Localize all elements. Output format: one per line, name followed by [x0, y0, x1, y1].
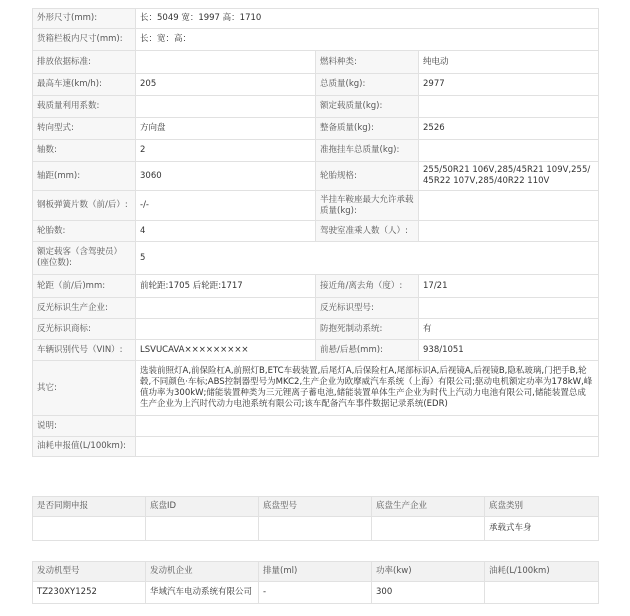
- reflector-model-value: [419, 298, 599, 319]
- engine-header-row: [33, 562, 599, 582]
- spec-row: [33, 361, 599, 416]
- other-label: 其它:: [33, 361, 136, 416]
- abs-label: 防抱死制动系统:: [316, 319, 419, 340]
- engine-header-cell: 功率(kw): [372, 562, 485, 582]
- axles-label: 轴数:: [33, 140, 136, 162]
- fuel-type-value: 纯电动: [419, 51, 599, 74]
- engine-table: [32, 561, 599, 604]
- saddle-load-value: [419, 191, 599, 221]
- dims-value: 长：5049 宽：1997 高：1710: [136, 9, 599, 29]
- reflector-brand-value: [136, 319, 316, 340]
- chassis-cell: [146, 517, 259, 541]
- track-value: 前轮距:1705 后轮距:1717: [136, 275, 316, 298]
- engine-cell: -: [259, 582, 372, 604]
- spec-row: [33, 437, 599, 457]
- note-value: [136, 416, 599, 437]
- cargo-label: 货箱栏板内尺寸(mm):: [33, 29, 136, 51]
- spec-row: [33, 221, 599, 242]
- cargo-value: 长：宽：高：: [136, 29, 599, 51]
- track-label: 轮距（前/后)mm:: [33, 275, 136, 298]
- abs-value: 有: [419, 319, 599, 340]
- approach-angle-label: 接近角/离去角（度）:: [316, 275, 419, 298]
- chassis-header-row: [33, 497, 599, 517]
- fuel-consumption-label: 油耗申报值(L/100km):: [33, 437, 136, 457]
- reflector-model-label: 反光标识型号:: [316, 298, 419, 319]
- steering-value: 方向盘: [136, 118, 316, 140]
- wheelbase-value: 3060: [136, 162, 316, 191]
- spec-row: [33, 416, 599, 437]
- overhang-value: 938/1051: [419, 340, 599, 361]
- tire-count-label: 轮胎数:: [33, 221, 136, 242]
- approach-angle-value: 17/21: [419, 275, 599, 298]
- chassis-data-row: [33, 517, 599, 541]
- engine-header-cell: 发动机型号: [33, 562, 146, 582]
- engine-header-cell: 油耗(L/100km): [485, 562, 599, 582]
- fuel-type-label: 燃料种类:: [316, 51, 419, 74]
- curb-mass-label: 整备质量(kg):: [316, 118, 419, 140]
- spec-row: [33, 191, 599, 221]
- total-mass-value: 2977: [419, 74, 599, 96]
- emission-value: [136, 51, 316, 74]
- speed-value: 205: [136, 74, 316, 96]
- other-value: 选装前照灯A,前保险杠A,前照灯B,ETC车载装置,后尾灯A,后保险杠A,尾部标识A,后视镜A,后视镜B,隐私玻璃,门把手B,轮毂,不同颜色·车标;ABS控制器型号为MKC2,生产企业为欧摩威汽车系统（上海）有限公司;驱动电机额定功率为178kW,峰值功率为300kW;储能装置种类为三元锂离子蓄电池,储能装置单体生产企业为时代上汽动力电池有限公司,储能装置总成生产企业为上汽时代动力电池系统有限公司;该车配备汽车事件数据记录系统(EDR): [136, 361, 599, 416]
- engine-data-row: [33, 582, 599, 604]
- engine-cell: 华域汽车电动系统有限公司: [146, 582, 259, 604]
- reflector-brand-label: 反光标识商标:: [33, 319, 136, 340]
- spec-row: [33, 162, 599, 191]
- chassis-cell: 承载式车身: [485, 517, 599, 541]
- tire-count-value: 4: [136, 221, 316, 242]
- spec-row: [33, 319, 599, 340]
- chassis-cell: [33, 517, 146, 541]
- trailer-mass-value: [419, 140, 599, 162]
- seats-label: 额定载客（含驾驶员）(座位数):: [33, 242, 136, 275]
- chassis-header-cell: 底盘类别: [485, 497, 599, 517]
- steering-label: 转向型式:: [33, 118, 136, 140]
- reflector-company-value: [136, 298, 316, 319]
- overhang-label: 前悬/后悬(mm):: [316, 340, 419, 361]
- engine-cell: [485, 582, 599, 604]
- engine-header-cell: 发动机企业: [146, 562, 259, 582]
- axles-value: 2: [136, 140, 316, 162]
- cab-occupants-label: 驾驶室准乘人数（人）:: [316, 221, 419, 242]
- spec-row: [33, 9, 599, 29]
- spec-row: [33, 298, 599, 319]
- vehicle-spec-table: [32, 8, 599, 457]
- dims-label: 外形尺寸(mm):: [33, 9, 136, 29]
- tire-spec-value: 255/50R21 106V,285/45R21 109V,255/45R22 107V,285/40R22 110V: [419, 162, 599, 191]
- speed-label: 最高车速(km/h):: [33, 74, 136, 96]
- emission-label: 排放依据标准:: [33, 51, 136, 74]
- vin-value: LSVUCAVA×××××××××: [136, 340, 316, 361]
- tire-spec-label: 轮胎规格:: [316, 162, 419, 191]
- spec-row: [33, 275, 599, 298]
- reflector-company-label: 反光标识生产企业:: [33, 298, 136, 319]
- total-mass-label: 总质量(kg):: [316, 74, 419, 96]
- spec-row: [33, 140, 599, 162]
- rated-load-label: 额定载质量(kg):: [316, 96, 419, 118]
- spec-row: [33, 242, 599, 275]
- load-util-value: [136, 96, 316, 118]
- spec-row: [33, 51, 599, 74]
- rated-load-value: [419, 96, 599, 118]
- load-util-label: 载质量利用系数:: [33, 96, 136, 118]
- engine-cell: TZ230XY1252: [33, 582, 146, 604]
- fuel-consumption-value: [136, 437, 599, 457]
- chassis-header-cell: 底盘型号: [259, 497, 372, 517]
- wheelbase-label: 轴距(mm):: [33, 162, 136, 191]
- spec-row: [33, 118, 599, 140]
- cab-occupants-value: [419, 221, 599, 242]
- spec-row: [33, 29, 599, 51]
- chassis-header-cell: 底盘ID: [146, 497, 259, 517]
- spring-label: 钢板弹簧片数（前/后）:: [33, 191, 136, 221]
- engine-header-cell: 排量(ml): [259, 562, 372, 582]
- spec-row: [33, 340, 599, 361]
- engine-cell: 300: [372, 582, 485, 604]
- curb-mass-value: 2526: [419, 118, 599, 140]
- vin-label: 车辆识别代号（VIN）:: [33, 340, 136, 361]
- chassis-cell: [259, 517, 372, 541]
- chassis-header-cell: 底盘生产企业: [372, 497, 485, 517]
- chassis-cell: [372, 517, 485, 541]
- spec-row: [33, 74, 599, 96]
- trailer-mass-label: 准拖挂车总质量(kg):: [316, 140, 419, 162]
- note-label: 说明:: [33, 416, 136, 437]
- chassis-table: [32, 496, 599, 541]
- chassis-header-cell: 是否同期申报: [33, 497, 146, 517]
- seats-value: 5: [136, 242, 599, 275]
- spring-value: -/-: [136, 191, 316, 221]
- saddle-load-label: 半挂车鞍座最大允许承载质量(kg):: [316, 191, 419, 221]
- spec-row: [33, 96, 599, 118]
